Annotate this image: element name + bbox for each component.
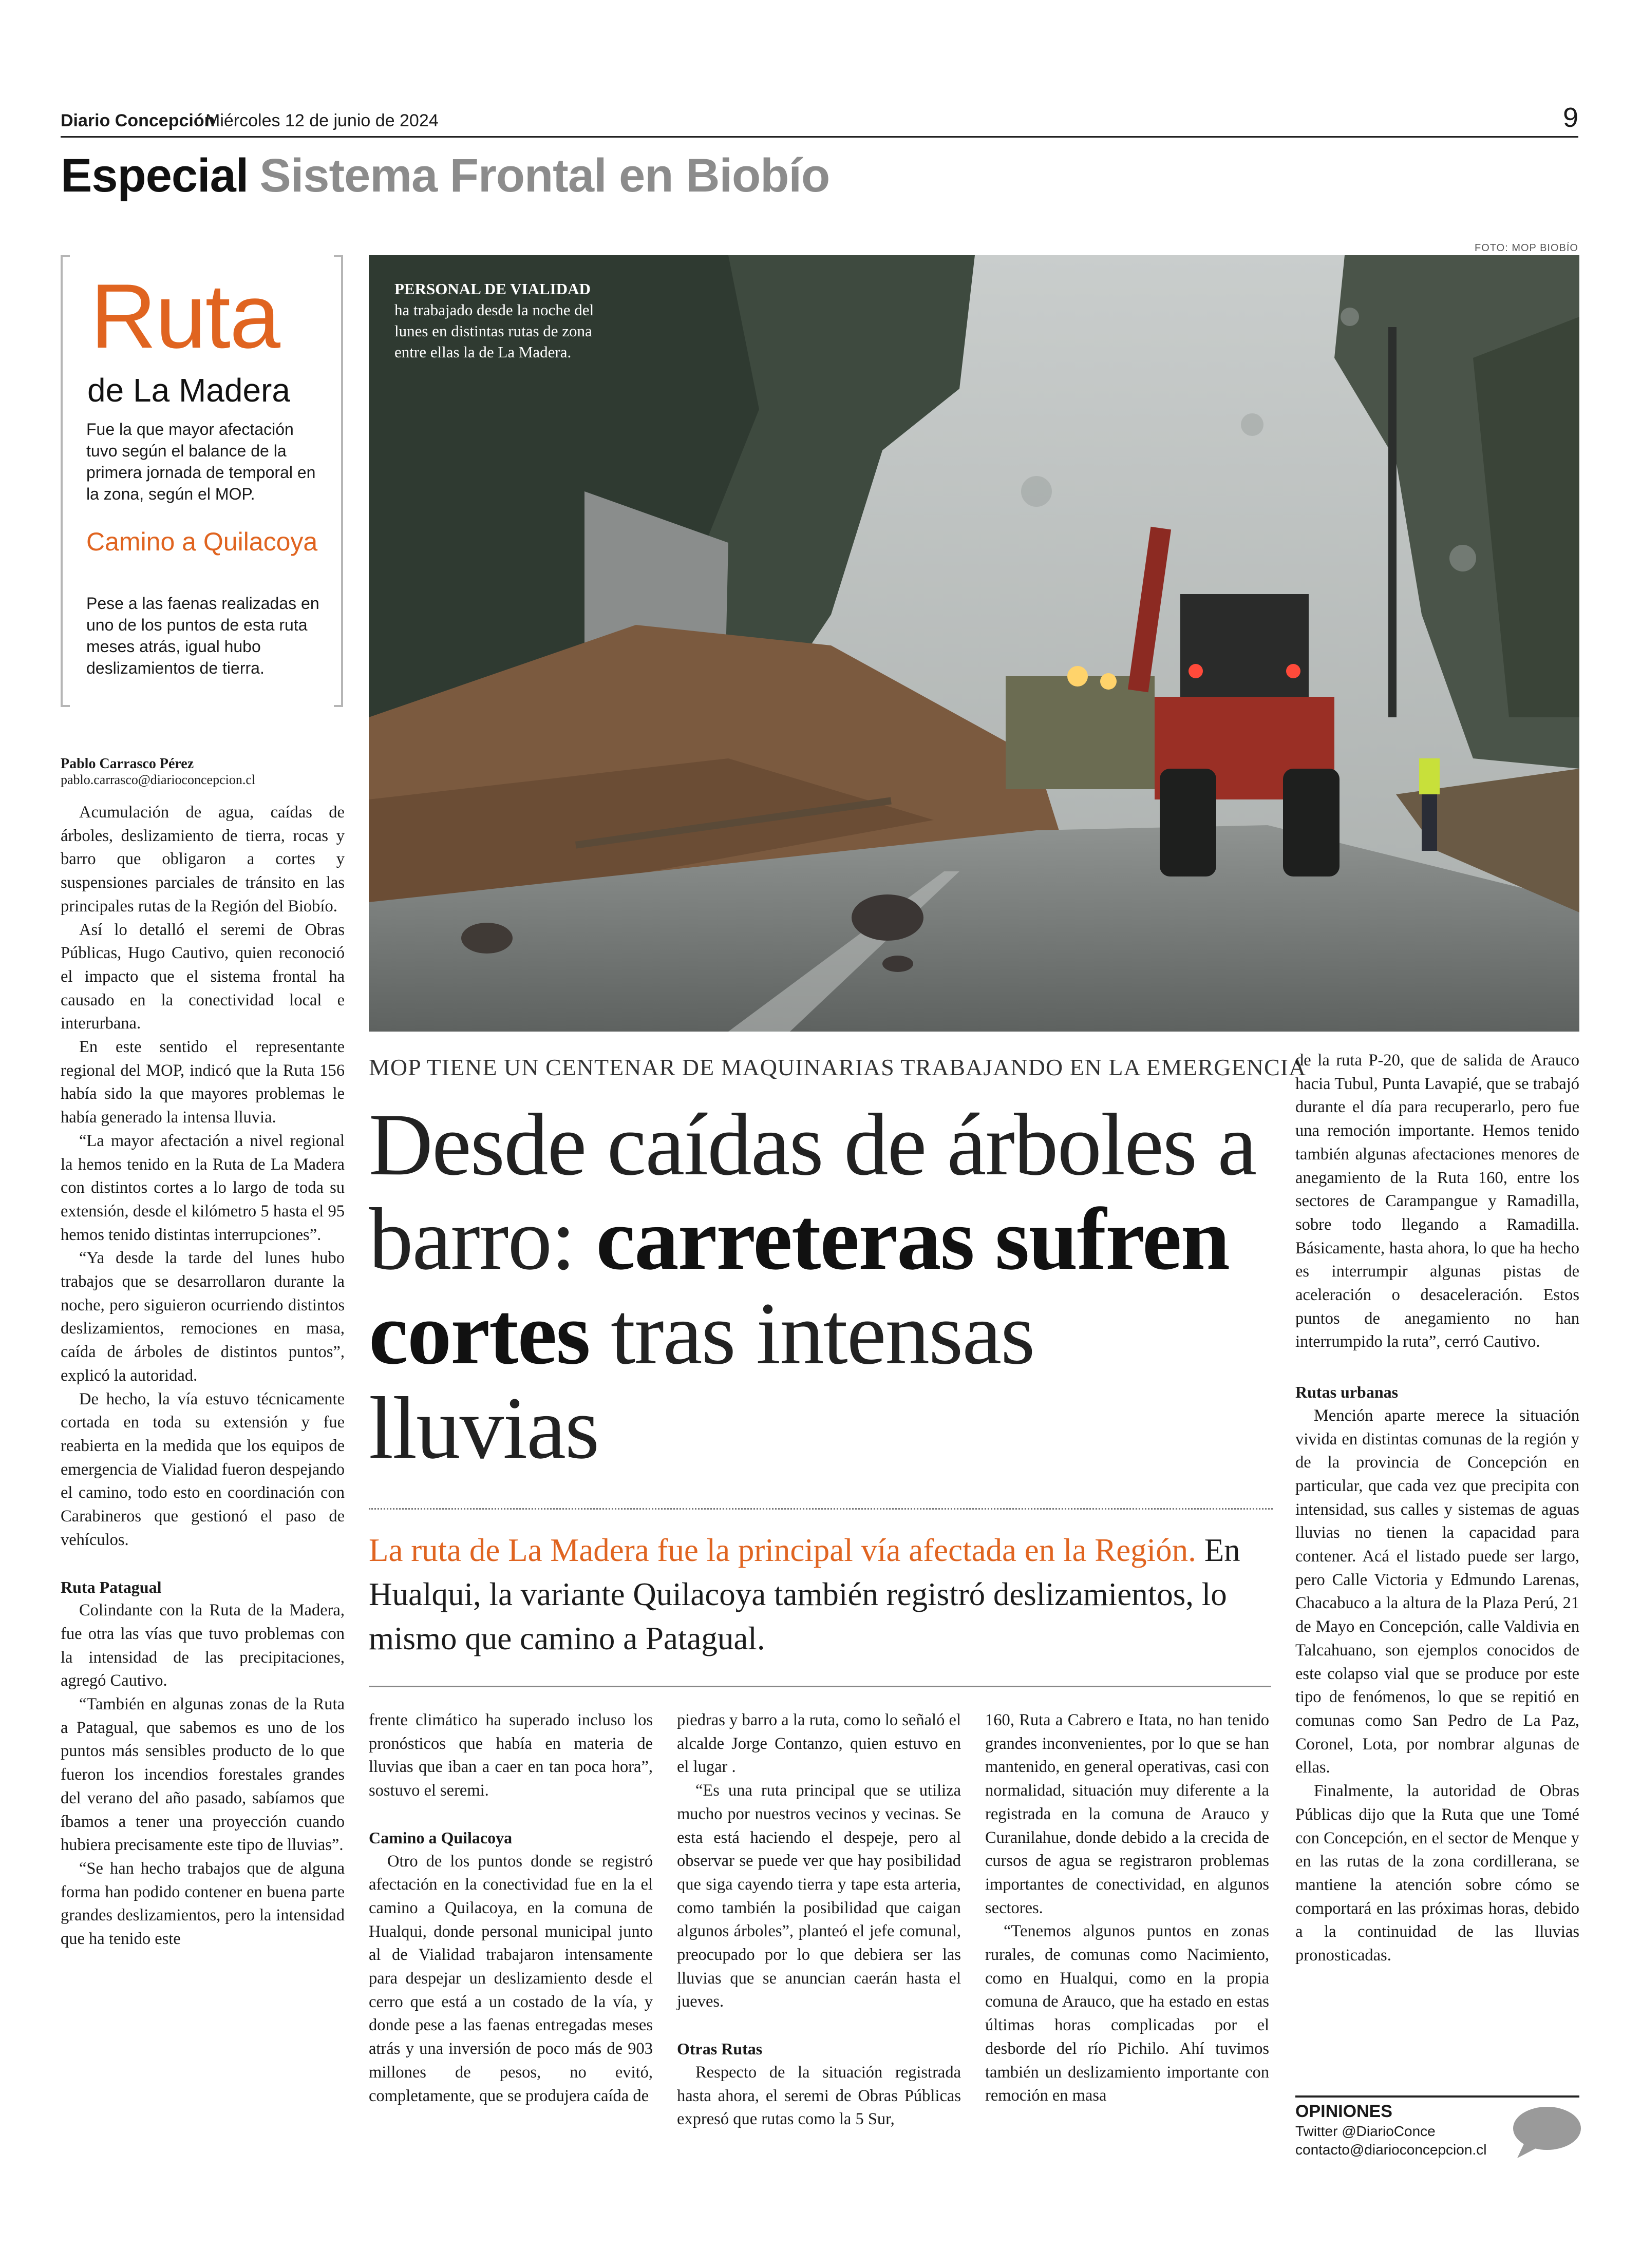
paragraph: En este sentido el representante regional del MOP, indicó que la Ruta 156 había sido la que mayores problemas le había generado la intensa lluvia. — [61, 1038, 345, 1127]
article-column-5 — [1295, 1049, 1579, 1968]
headline-part-1: Desde caídas de árboles a barro: — [369, 1096, 1256, 1288]
paragraph: de la ruta P-20, que de salida de Arauco hacia Tubul, Punta Lavapié, que se trabajó durante el día para recuperarlo, pero fue una remoción importante. Hemos tenido también algunas afectaciones menores de anegamiento de la Ruta 160, entre los sectores de Carampangue y Ramadilla, sobre todo llegando a Ramadilla. Básicamente, hasta ahora, lo que ha hecho es interrumpir algunas pistas de aceleración o desaceleración. Estos puntos de anegamiento no han interrumpido la ruta”, cerró Cautivo. — [1295, 1051, 1579, 1351]
highlight-box — [61, 255, 343, 707]
deck-accent: La ruta de La Madera fue la principal vía afectada en la Región. — [369, 1532, 1196, 1568]
photo-illustration — [369, 255, 1579, 1032]
opinions-title: OPINIONES — [1295, 2102, 1392, 2121]
article-column-4 — [985, 1709, 1269, 2108]
issue-date: Miércoles 12 de junio de 2024 — [205, 111, 439, 130]
bracket-left — [61, 255, 70, 707]
highlight-text-2: Pese a las faenas realizadas en uno de los puntos de esta ruta meses atrás, igual hubo deslizamientos de tierra. — [86, 594, 319, 677]
paragraph: “Tenemos algunos puntos en zonas rurales, de comunas como Nacimiento, como en Hualqui, como en la propia comuna de Arauco, que ha estado en estas últimas horas complicadas por el desborde del río Pichilo. Ahí tuvimos también un deslizamiento importante con remoción en masa — [985, 1922, 1269, 2105]
newspaper-name: Diario Concepción — [61, 111, 215, 130]
section-name: Especial — [61, 149, 249, 202]
paragraph: Mención aparte merece la situación vivida en distintas comunas de la región y de la provincia de Concepción en particular, que cada vez que precipita con intensidad, sus calles y sistemas de aguas lluvias no tienen la capacidad para contener. Acá el listado puede ser largo, pero Calle Victoria y Edmundo Larenas, Chacabuco a la altura de la Plaza Perú, 21 de Mayo en Concepción, calle Valdivia en Talcahuano, son ejemplos conocidos de este colapso vial que se produce por este tipo de fenómenos, lo que se repitió en comunas como San Pedro de La Paz, Coronel, Lota, por nombrar algunas de ellas. — [1295, 1406, 1579, 1777]
article-column-2 — [369, 1709, 653, 2108]
opinions-email[interactable]: contacto@diarioconcepcion.cl — [1295, 2142, 1487, 2158]
paragraph: “Ya desde la tarde del lunes hubo trabajos que se desarrollaron durante la noche, pero siguieron ocurriendo distintos deslizamientos, remociones en masa, caída de árboles de distintos puntos”, explicó la autoridad. — [61, 1249, 345, 1385]
divider — [369, 1686, 1271, 1687]
paragraph: “Es una ruta principal que se utiliza mucho por nuestros vecinos y vecinas. Se esta está haciendo el despeje, pero al observar se puede ver que hay posibilidad que siga cayendo tierra y tape esta arteria, como también la posibilidad que caigan algunos árboles”, planteó el jefe comunal, preocupado por lo que debiera ser las lluvias que se anuncian caerán hasta el jueves. — [677, 1781, 961, 2011]
opinions-twitter[interactable]: Twitter @DiarioConce — [1295, 2123, 1436, 2139]
paragraph: Otro de los puntos donde se registró afectación en la conectividad fue en la el camino a Quilacoya, en la comuna de Hualqui, donde personal municipal junto al de Vialidad trabajaron intensamente para despejar un deslizamiento desde el cerro que está a un costado de la vía, y donde pese a las faenas entregadas meses atrás y una inversión de poco más de 903 millones de pesos, no evitó, completamente, que se produjera caída de — [369, 1852, 653, 2105]
section-title — [61, 149, 829, 203]
paragraph: 160, Ruta a Cabrero e Itata, no han tenido grandes inconvenientes, por lo que se han mantenido, en general operativas, casi con normalidad, situación muy diferente a la registrada en la comuna de Arauco y Curanilahue, donde debido a la crecida de cursos de agua se registraron problemas importantes de conectividad, en algunos sectores. — [985, 1711, 1269, 1917]
photo-credit: FOTO: MOP BIOBÍO — [1475, 242, 1578, 254]
speech-bubble-icon — [1510, 2105, 1582, 2161]
article-deck — [369, 1528, 1273, 1661]
paragraph: Colindante con la Ruta de la Madera, fue otra las vías que tuvo problemas con la intensidad de las precipitaciones, agregó Cautivo. — [61, 1601, 345, 1690]
paragraph: Así lo detalló el seremi de Obras Públicas, Hugo Cautivo, quien reconoció el impacto que el sistema frontal ha causado en la conectividad local e interurbana. — [61, 920, 345, 1033]
paragraph: “La mayor afectación a nivel regional la hemos tenido en la Ruta de La Madera con distintos cortes a lo largo de toda su extensión, desde el kilómetro 5 hasta el 95 hemos tenido distintas interrupciones”. — [61, 1131, 345, 1244]
subheading: Otras Rutas — [677, 2040, 763, 2059]
highlight-heading-2: Camino a Quilacoya — [86, 527, 318, 556]
masthead — [61, 102, 1578, 138]
photo-caption — [394, 278, 600, 363]
paragraph: De hecho, la vía estuvo técnicamente cortada en toda su extensión y fue reabierta en la medida que los equipos de emergencia de Vialidad fueron despejando el camino, todo esto en coordinación con Carabineros que gestionó el paso de vehículos. — [61, 1389, 345, 1549]
article-column-3 — [677, 1709, 961, 2131]
paragraph: Respecto de la situación registrada hasta ahora, el seremi de Obras Públicas expresó que rutas como la 5 Sur, — [677, 2063, 961, 2129]
paragraph: “También en algunas zonas de la Ruta a Patagual, que sabemos es uno de los puntos más sensibles producto de lo que fueron los incendios forestales grandes del verano del año pasado, sabíamos que íbamos a tener una proyección cuando hubiera precisamente este tipo de lluvias”. — [61, 1695, 345, 1855]
opinions-box — [1295, 2095, 1579, 2167]
paragraph: Finalmente, la autoridad de Obras Públicas dijo que la Ruta que une Tomé con Concepción, en el sector de Menque y en las rutas de la zona cordillerana, se mantiene la atención sobre cómo se comportará en las próximas horas, debido a la continuidad de las lluvias pronosticadas. — [1295, 1782, 1579, 1965]
byline-email[interactable]: pablo.carrasco@diarioconcepcion.cl — [61, 772, 256, 787]
article-column-1 — [61, 801, 345, 1951]
dotted-divider — [369, 1508, 1273, 1510]
headline-bold: carreteras sufren cortes — [369, 1190, 1229, 1383]
caption-text: ha trabajado desde la noche del lunes en distintas rutas de zona entre ellas la de La Madera. — [394, 301, 594, 361]
deck-text: En Hualqui, la variante Quilacoya también registró deslizamientos, lo mismo que camino a Patagual. — [369, 1532, 1240, 1656]
article-kicker: MOP TIENE UN CENTENAR DE MAQUINARIAS TRABAJANDO EN LA EMERGENCIA — [369, 1054, 1307, 1080]
highlight-subtitle: de La Madera — [87, 372, 290, 409]
bracket-right — [334, 255, 343, 707]
paragraph: frente climático ha superado incluso los pronósticos que había en materia de lluvias que iban a caer en tan poca hora”, sostuvo el seremi. — [369, 1711, 653, 1800]
article-headline — [369, 1098, 1278, 1476]
subheading: Camino a Quilacoya — [369, 1828, 513, 1847]
subheading: Ruta Patagual — [61, 1577, 162, 1596]
byline-author: Pablo Carrasco Pérez — [61, 756, 194, 772]
paragraph: “Se han hecho trabajos que de alguna forma han podido contener en buena parte grandes deslizamientos, pero la intensidad que ha tenido este — [61, 1859, 345, 1949]
section-subtitle: Sistema Frontal en Biobío — [259, 149, 830, 202]
subheading: Rutas urbanas — [1295, 1383, 1399, 1402]
paragraph: piedras y barro a la ruta, como lo señaló el alcalde Jorge Contanzo, quien estuvo en el lugar . — [677, 1711, 961, 1777]
page-number: 9 — [1562, 102, 1578, 133]
landslide-road-photo — [369, 255, 1579, 1032]
highlight-text-1: Fue la que mayor afectación tuvo según el balance de la primera jornada de temporal en la zona, según el MOP. — [86, 420, 316, 503]
paragraph: Acumulación de agua, caídas de árboles, deslizamiento de tierra, rocas y barro que obligaron a cortes y suspensiones parciales de tránsito en las principales rutas de la Región del Biobío. — [61, 803, 345, 916]
headline-part-2: tras intensas lluvias — [369, 1285, 1034, 1477]
highlight-big-word: Ruta — [90, 265, 279, 367]
caption-lead: PERSONAL DE VIALIDAD — [394, 280, 591, 298]
